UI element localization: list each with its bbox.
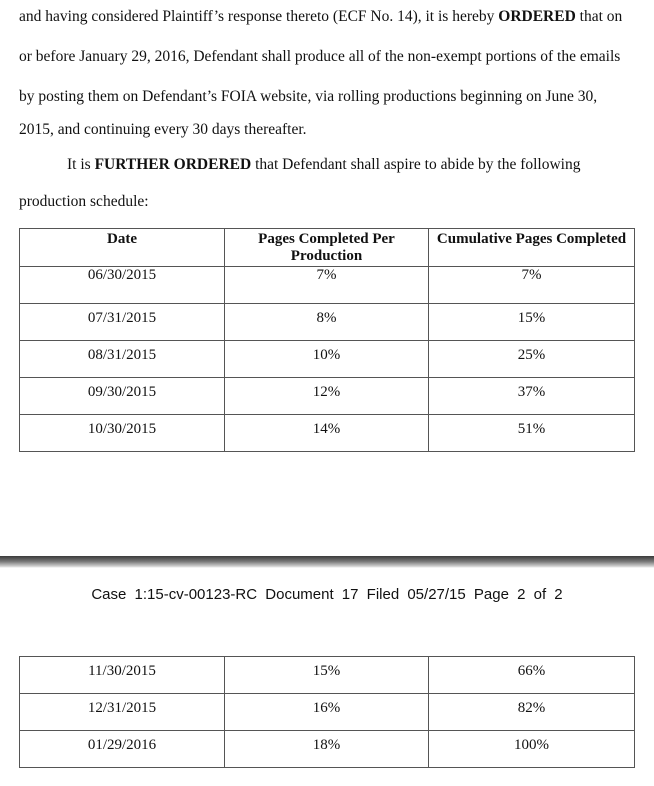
cell-cumulative: 15% xyxy=(429,304,635,341)
cell-pages: 18% xyxy=(225,731,429,768)
cell-pages: 12% xyxy=(225,378,429,415)
paragraph-line-3: by posting them on Defendant’s FOIA website, via rolling productions beginning on June 30, xyxy=(19,88,598,105)
cell-cumulative: 25% xyxy=(429,341,635,378)
cell-date: 12/31/2015 xyxy=(20,694,225,731)
cell-cumulative: 100% xyxy=(429,731,635,768)
table-row xyxy=(20,731,635,768)
cell-date: 11/30/2015 xyxy=(20,657,225,694)
cell-date: 07/31/2015 xyxy=(20,304,225,341)
cell-date: 09/30/2015 xyxy=(20,378,225,415)
paragraph-line-4: 2015, and continuing every 30 days thereafter. xyxy=(19,121,307,138)
header-cumulative-pages: Cumulative Pages Completed xyxy=(429,229,635,267)
cell-cumulative: 37% xyxy=(429,378,635,415)
cell-date: 10/30/2015 xyxy=(20,415,225,452)
cell-pages: 10% xyxy=(225,341,429,378)
document-number: Document 17 xyxy=(265,586,359,603)
cell-pages: 7% xyxy=(225,267,429,304)
ordered-bold: ORDERED xyxy=(498,8,576,25)
cell-cumulative: 66% xyxy=(429,657,635,694)
header-date: Date xyxy=(20,229,225,267)
cell-pages: 8% xyxy=(225,304,429,341)
paragraph-line-5 xyxy=(67,156,647,174)
production-schedule-table xyxy=(19,228,635,452)
cell-cumulative: 7% xyxy=(429,267,635,304)
cell-date: 06/30/2015 xyxy=(20,267,225,304)
case-header xyxy=(0,586,654,603)
paragraph-line-2: or before January 29, 2016, Defendant shall produce all of the non-exempt portions of the emails xyxy=(19,48,621,65)
table-row xyxy=(20,657,635,694)
further-ordered-bold: FURTHER ORDERED xyxy=(94,156,252,173)
cell-date: 08/31/2015 xyxy=(20,341,225,378)
production-schedule-table-continued xyxy=(19,656,635,768)
text-span: and having considered Plaintiff’s response thereto (ECF No. 14), it is hereby xyxy=(19,8,499,25)
table-header-row xyxy=(20,229,635,267)
cell-pages: 16% xyxy=(225,694,429,731)
case-number: Case 1:15-cv-00123-RC xyxy=(91,586,258,603)
cell-cumulative: 51% xyxy=(429,415,635,452)
filed-date: Filed 05/27/15 xyxy=(366,586,466,603)
text-span: It is xyxy=(67,156,95,173)
table-row xyxy=(20,304,635,341)
cell-cumulative: 82% xyxy=(429,694,635,731)
page-number: Page 2 of 2 xyxy=(473,586,563,603)
table-row xyxy=(20,267,635,304)
paragraph-line-6: production schedule: xyxy=(19,193,149,210)
header-pages-per-production: Pages Completed Per Production xyxy=(225,229,429,267)
cell-pages: 15% xyxy=(225,657,429,694)
page-break-divider xyxy=(0,556,654,568)
table-row xyxy=(20,415,635,452)
cell-pages: 14% xyxy=(225,415,429,452)
table-row xyxy=(20,378,635,415)
text-span: that Defendant shall aspire to abide by the following xyxy=(251,156,581,173)
table-row xyxy=(20,341,635,378)
text-span: that on xyxy=(575,8,623,25)
cell-date: 01/29/2016 xyxy=(20,731,225,768)
table-row xyxy=(20,694,635,731)
paragraph-line-1 xyxy=(19,8,639,26)
